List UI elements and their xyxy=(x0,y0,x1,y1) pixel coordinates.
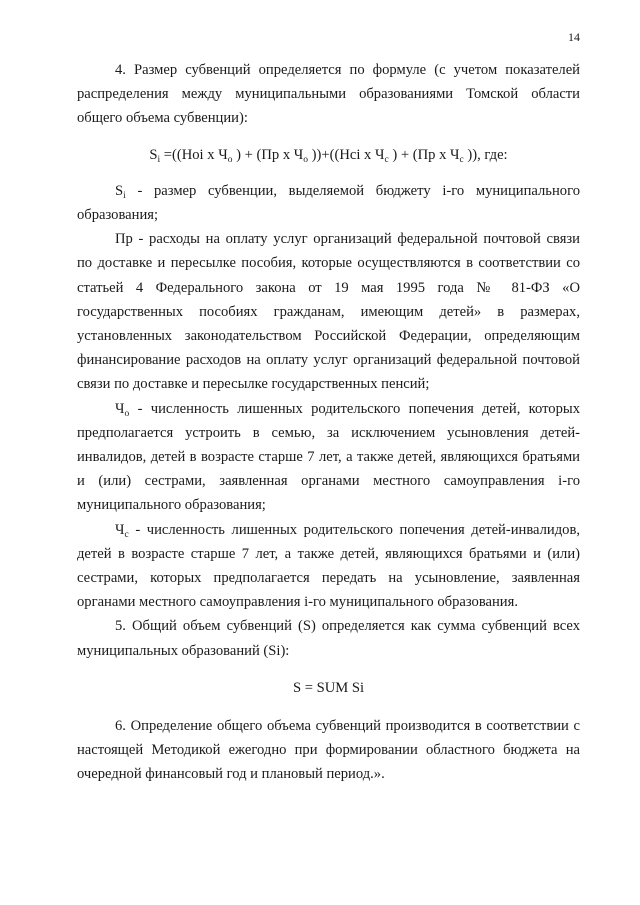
paragraph-6: 6. Определение общего объема субвенций производится в соответствии с настоящей Методикой ежегодно при формировании областного бюджета на очередной финансовый год и плановый период.». xyxy=(77,718,580,783)
si-text: - размер субвенции, выделяемой бюджету i-го муниципального образования; xyxy=(77,182,580,224)
formula-sub3: с xyxy=(384,154,389,165)
formula-sub1: о xyxy=(227,154,233,165)
si-symbol: S xyxy=(115,182,124,199)
si-symbol-sub: i xyxy=(123,190,126,201)
subvention-formula xyxy=(77,143,580,167)
formula-sub2: о xyxy=(303,154,309,165)
formula-part5: )), где: xyxy=(463,146,508,163)
definition-si xyxy=(77,179,580,227)
definition-chc xyxy=(77,518,580,615)
formula-part4: ) + (Пр x Ч xyxy=(388,146,460,163)
formula-s-sub: i xyxy=(157,154,161,165)
formula-s: S xyxy=(149,146,158,163)
cho-text: - численность лишенных родительского попечения детей, которых предполагается устроить в семью, за исключением усыновления детей-инвалидов, детей в возрасте старше 7 лет, а также детей, являющихся братьями и (или) сестрами, заявленная органами местного самоуправления i-го муниципального образования; xyxy=(77,400,580,514)
cho-symbol-sub: о xyxy=(124,408,130,419)
definition-pr: Пр - расходы на оплату услуг организаций федеральной почтовой связи по доставке и пересылке пособия, которые осуществляются в соответствии со статьей 4 Федерального закона от 19 мая 1995 года № 81-ФЗ «О государственных пособиях гражданам, имеющим детей» в размерах, установленных законодательством Российской Федерации, определяющим финансирование расходов на оплату услуг организаций федеральной почтовой связи по доставке и пересылке государственных пенсий; xyxy=(77,231,580,393)
formula-part1: =((Нoi x Ч xyxy=(160,146,228,163)
paragraph-5: 5. Общий объем субвенций (S) определяется как сумма субвенций всех муниципальных образований (Si): xyxy=(77,618,580,659)
chc-symbol-sub: с xyxy=(124,529,129,540)
paragraph-4: 4. Размер субвенций определяется по формуле (с учетом показателей распределения между муниципальными образованиями Томской области общего объема субвенции): xyxy=(77,62,580,127)
cho-symbol: Ч xyxy=(115,400,125,417)
chc-symbol: Ч xyxy=(115,521,125,538)
document-body xyxy=(77,58,580,787)
page-number: 14 xyxy=(568,30,580,44)
sum-formula: S = SUM Si xyxy=(292,679,365,696)
chc-text: - численность лишенных родительского попечения детей-инвалидов, детей в возрасте старше 7 лет, а также детей, являющихся братьями и (или) сестрами, которых предполагается передать на усыновление, заявленная органами местного самоуправления i-го муниципального образования. xyxy=(77,521,580,611)
formula-part2: ) + (Пр x Ч xyxy=(232,146,304,163)
formula-sub4: с xyxy=(459,154,464,165)
formula-part3: ))+((Нci x Ч xyxy=(308,146,385,163)
definition-cho xyxy=(77,397,580,518)
